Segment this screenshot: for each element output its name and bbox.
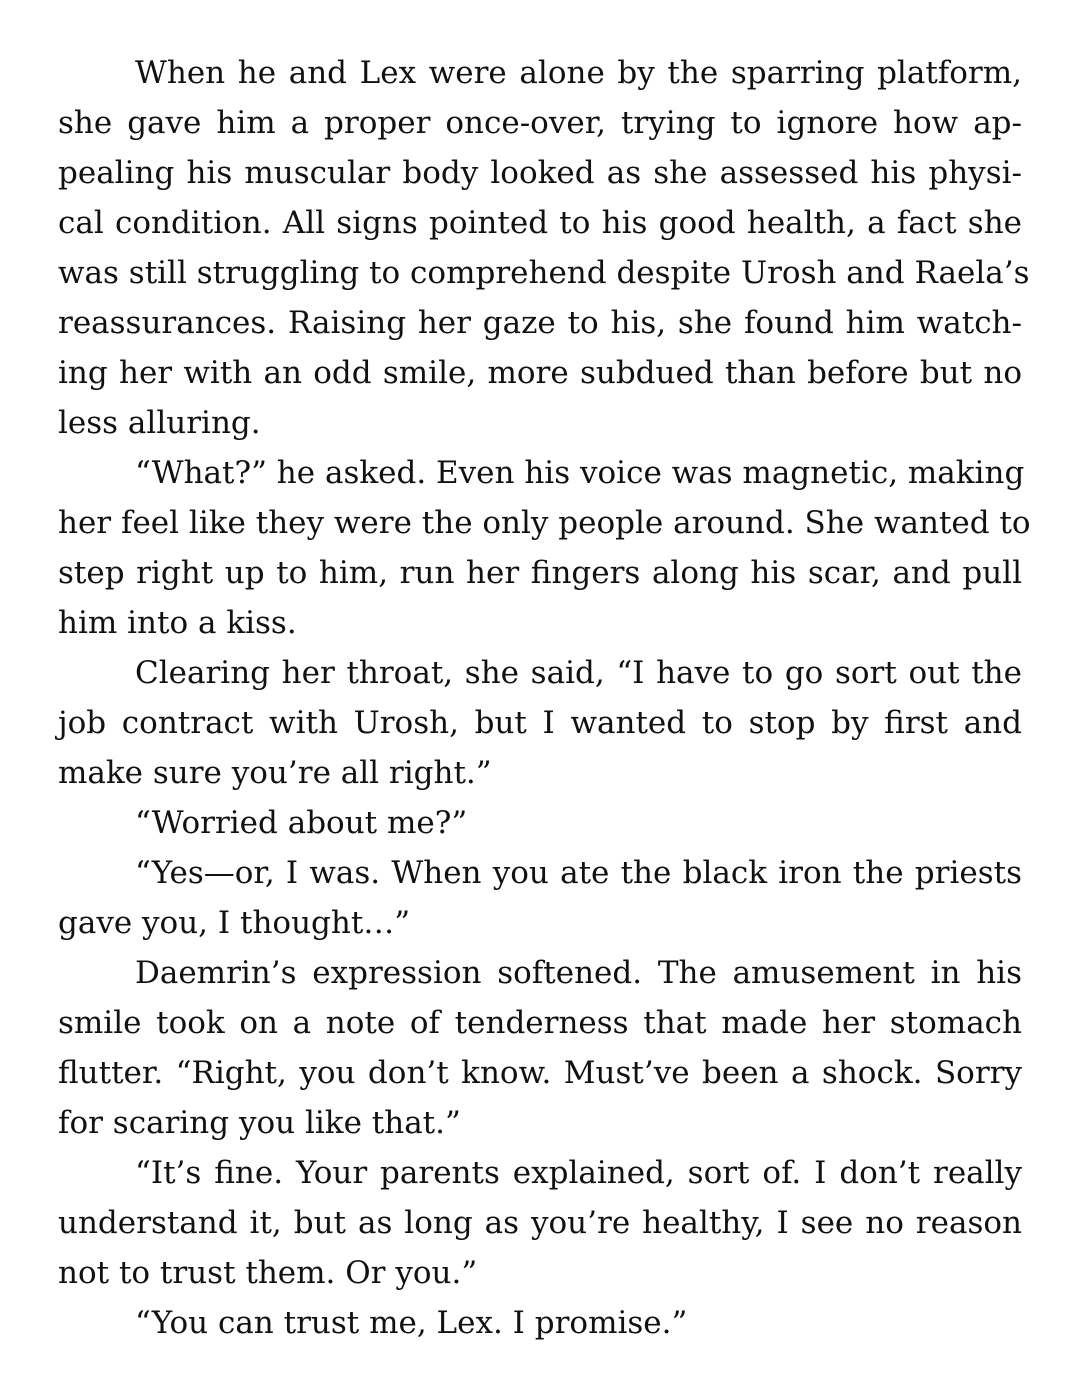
paragraph bbox=[58, 48, 1030, 448]
text-line: was still struggling to comprehend despite Urosh and Raela’s bbox=[58, 255, 1030, 291]
text-line: not to trust them. Or you.” bbox=[58, 1255, 478, 1291]
text-line: When he and Lex were alone by the sparring platform, bbox=[135, 55, 1022, 91]
book-page bbox=[58, 48, 1031, 1348]
paragraph bbox=[58, 448, 1031, 648]
paragraph bbox=[58, 848, 1022, 948]
text-line: ing her with an odd smile, more subdued than before but no bbox=[58, 355, 1022, 391]
text-line: cal condition. All signs pointed to his good health, a fact she bbox=[58, 205, 1022, 241]
paragraph bbox=[58, 798, 1022, 848]
text-line: less alluring. bbox=[58, 405, 261, 441]
text-line: gave you, I thought…” bbox=[58, 905, 411, 941]
text-line: for scaring you like that.” bbox=[58, 1105, 461, 1141]
text-line: “What?” he asked. Even his voice was magnetic, making bbox=[135, 455, 1025, 491]
text-line: “Worried about me?” bbox=[135, 805, 468, 841]
text-line: her feel like they were the only people around. She wanted to bbox=[58, 505, 1031, 541]
paragraph bbox=[58, 1148, 1022, 1298]
text-line: pealing his muscular body looked as she assessed his physi- bbox=[58, 155, 1022, 191]
text-line: job contract with Urosh, but I wanted to stop by first and bbox=[58, 705, 1022, 741]
text-line: reassurances. Raising her gaze to his, she found him watch- bbox=[58, 305, 1022, 341]
text-line: she gave him a proper once-over, trying to ignore how ap- bbox=[58, 105, 1022, 141]
text-line: flutter. “Right, you don’t know. Must’ve been a shock. Sorry bbox=[58, 1055, 1022, 1091]
text-line: step right up to him, run her fingers along his scar, and pull bbox=[58, 555, 1022, 591]
text-line: understand it, but as long as you’re healthy, I see no reason bbox=[58, 1205, 1022, 1241]
paragraph bbox=[58, 1298, 1022, 1348]
text-line: “Yes—or, I was. When you ate the black iron the priests bbox=[135, 855, 1022, 891]
text-line: Daemrin’s expression softened. The amusement in his bbox=[135, 955, 1022, 991]
text-line: smile took on a note of tenderness that made her stomach bbox=[58, 1005, 1022, 1041]
text-line: him into a kiss. bbox=[58, 605, 297, 641]
paragraph bbox=[58, 948, 1022, 1148]
text-line: Clearing her throat, she said, “I have to go sort out the bbox=[135, 655, 1022, 691]
text-line: “You can trust me, Lex. I promise.” bbox=[135, 1305, 688, 1341]
text-line: “It’s fine. Your parents explained, sort of. I don’t really bbox=[135, 1155, 1022, 1191]
text-line: make sure you’re all right.” bbox=[58, 755, 492, 791]
paragraph bbox=[58, 648, 1022, 798]
